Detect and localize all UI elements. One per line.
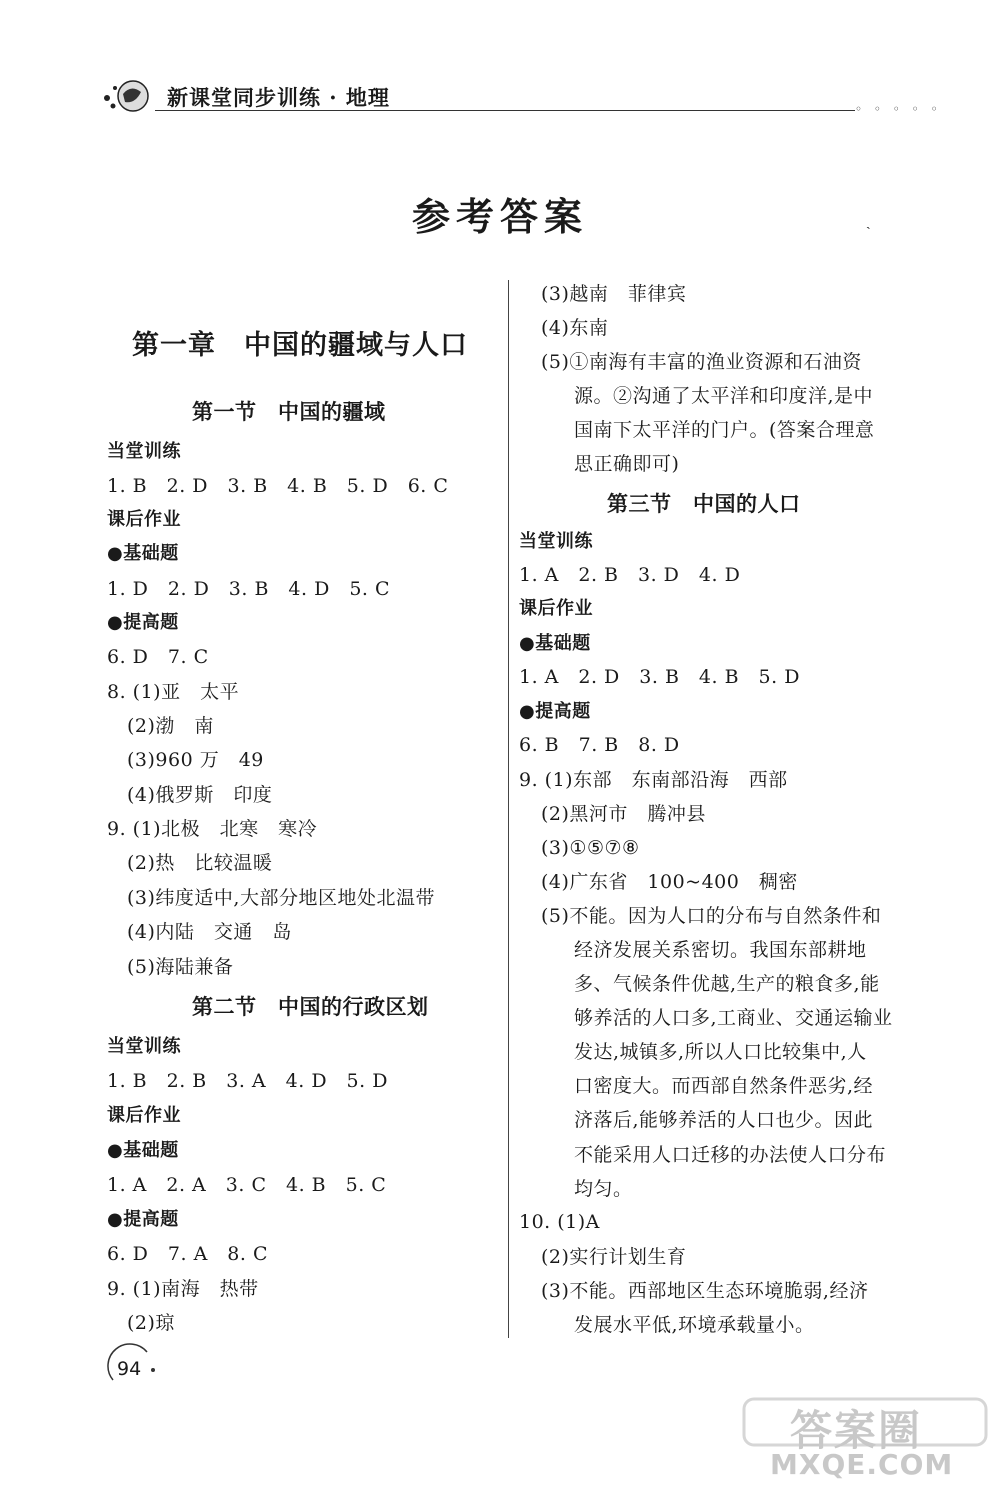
- page-header: [95, 72, 942, 122]
- answer-line: 发展水平低,环境承载量小。: [574, 1314, 815, 1336]
- subsection-label: 课后作业: [107, 509, 181, 530]
- page-title: 参考答案: [411, 194, 588, 239]
- answer-line: (2)渤 南: [127, 715, 214, 737]
- answer-line: (3)越南 菲律宾: [541, 283, 687, 305]
- answer-line: 6. D 7. C: [107, 646, 209, 668]
- answer-line: 6. B 7. B 8. D: [519, 734, 680, 756]
- section-heading: 第三节 中国的人口: [607, 491, 801, 516]
- watermark-url: MXQE.COM: [770, 1448, 954, 1481]
- header-rule: [155, 110, 855, 111]
- answer-line: (4)东南: [541, 317, 609, 339]
- answer-line: 1. B 2. B 3. A 4. D 5. D: [107, 1070, 388, 1092]
- answer-line: 1. D 2. D 3. B 4. D 5. C: [107, 578, 391, 600]
- subsection-label: ●基础题: [107, 543, 179, 564]
- answer-line: (2)黑河市 腾冲县: [541, 803, 706, 825]
- answer-line: 济落后,能够养活的人口也少。因此: [574, 1109, 874, 1131]
- answer-line: (4)俄罗斯 印度: [127, 784, 273, 806]
- answer-line: (2)热 比较温暖: [127, 852, 273, 874]
- answer-line: (3)①⑤⑦⑧: [541, 837, 640, 859]
- answer-line: (5)海陆兼备: [127, 956, 234, 978]
- chapter-heading: 第一章 中国的疆域与人口: [132, 330, 468, 361]
- answer-line: (2)琼: [127, 1312, 175, 1334]
- answer-line: (2)实行计划生育: [541, 1246, 687, 1268]
- answer-line: 经济发展关系密切。我国东部耕地: [574, 939, 867, 961]
- answer-line: 8. (1)亚 太平: [107, 681, 240, 703]
- answer-line: 1. A 2. D 3. B 4. B 5. D: [519, 666, 800, 688]
- stray-mark-icon: ˏ: [866, 214, 871, 230]
- answer-line: (5)不能。因为人口的分布与自然条件和: [541, 905, 882, 927]
- answer-line: 多、气候条件优越,生产的粮食多,能: [574, 973, 880, 995]
- answer-line: 9. (1)东部 东南部沿海 西部: [519, 769, 788, 791]
- answer-line: 思正确即可): [574, 453, 680, 475]
- subsection-label: ●提高题: [107, 1209, 179, 1230]
- column-divider: [508, 280, 509, 1338]
- answer-line: 1. B 2. D 3. B 4. B 5. D 6. C: [107, 475, 449, 497]
- answer-line: (3)960 万 49: [127, 749, 264, 771]
- answer-line: (4)内陆 交通 岛: [127, 921, 292, 943]
- watermark-text: 答案圈: [790, 1406, 923, 1455]
- page-number: 94: [117, 1358, 142, 1380]
- answer-line: (4)广东省 100~400 稠密: [541, 871, 798, 893]
- answer-line: 1. A 2. A 3. C 4. B 5. C: [107, 1174, 387, 1196]
- section-heading: 第二节 中国的行政区划: [192, 994, 429, 1019]
- subsection-label: ●基础题: [107, 1140, 179, 1161]
- book-logo-icon: [95, 72, 155, 122]
- subsection-label: 当堂训练: [107, 1036, 181, 1057]
- answer-line: 源。②沟通了太平洋和印度洋,是中: [574, 385, 874, 407]
- subsection-label: 课后作业: [519, 598, 593, 619]
- answer-line: 6. D 7. A 8. C: [107, 1243, 268, 1265]
- answer-line: 9. (1)北极 北寒 寒冷: [107, 818, 318, 840]
- answer-line: 9. (1)南海 热带: [107, 1278, 259, 1300]
- answer-line: 发达,城镇多,所以人口比较集中,人: [574, 1041, 867, 1063]
- answer-line: (5)①南海有丰富的渔业资源和石油资: [541, 351, 862, 373]
- subsection-label: ●基础题: [519, 633, 591, 654]
- answer-line: 不能采用人口迁移的办法使人口分布: [574, 1144, 887, 1166]
- section-heading: 第一节 中国的疆域: [192, 399, 386, 424]
- answer-line: 国南下太平洋的门户。(答案合理意: [574, 419, 875, 441]
- subsection-label: ●提高题: [107, 612, 179, 633]
- answer-line: 够养活的人口多,工商业、交通运输业: [574, 1007, 893, 1029]
- header-dots-icon: ◦ ◦ ◦ ◦ ◦: [855, 102, 942, 116]
- series-title: 新课堂同步训练 · 地理: [167, 85, 390, 110]
- answer-line: 10. (1)A: [519, 1211, 600, 1233]
- answer-line: (3)纬度适中,大部分地区地处北温带: [127, 887, 435, 909]
- subsection-label: 课后作业: [107, 1105, 181, 1126]
- subsection-label: ●提高题: [519, 701, 591, 722]
- subsection-label: 当堂训练: [107, 441, 181, 462]
- answer-line: (3)不能。西部地区生态环境脆弱,经济: [541, 1280, 869, 1302]
- answer-line: 均匀。: [574, 1178, 633, 1200]
- subsection-label: 当堂训练: [519, 531, 593, 552]
- answer-line: 1. A 2. B 3. D 4. D: [519, 564, 741, 586]
- answer-line: 口密度大。而西部自然条件恶劣,经: [574, 1075, 874, 1097]
